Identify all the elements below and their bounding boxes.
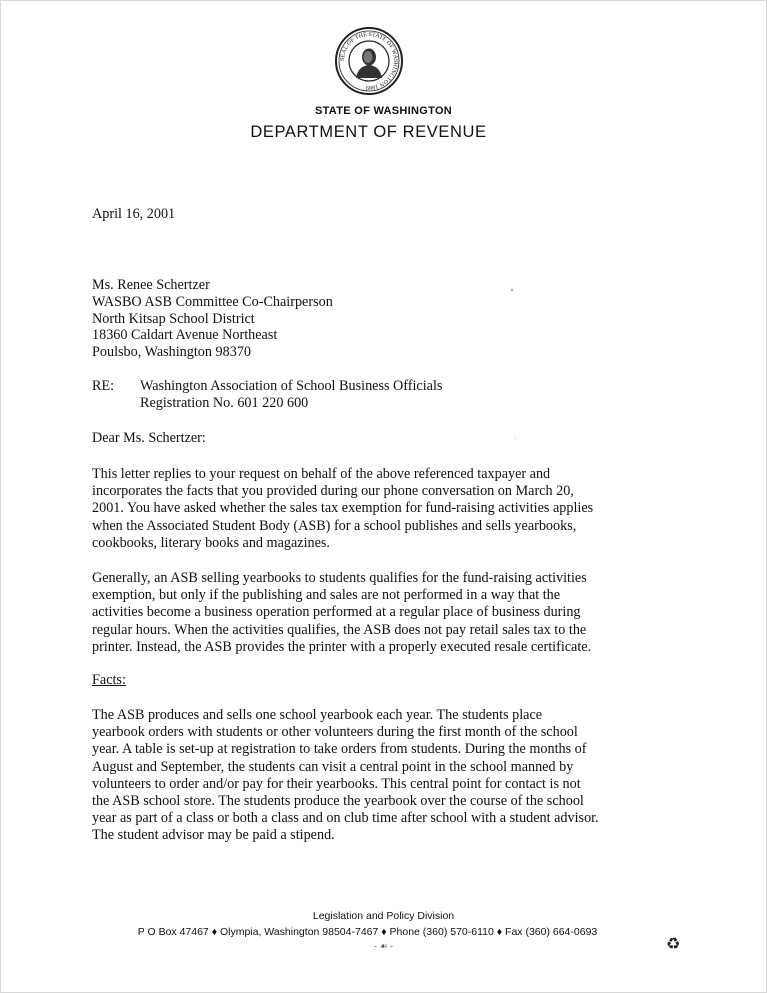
paragraph-line: the ASB school store. The students produce the yearbook over the course of the school [92, 793, 584, 810]
paragraph-line: The ASB produces and sells one school yearbook each year. The students place [92, 707, 543, 723]
recycle-icon: ♻ [666, 936, 681, 953]
paragraph-facts [92, 707, 599, 845]
paragraph-line: The student advisor may be paid a stipend. [92, 827, 335, 844]
department-heading: DEPARTMENT OF REVENUE [250, 123, 487, 141]
paragraph-intro [92, 466, 593, 552]
salutation: Dear Ms. Schertzer: [92, 430, 206, 446]
paragraph-line: This letter replies to your request on behalf of the above referenced taxpayer and [92, 466, 551, 482]
paragraph-general [92, 570, 591, 656]
paragraph-line: incorporates the facts that you provided during our phone conversation on March 20, [92, 483, 574, 500]
seal-text: SEAL OF THE STATE OF WASHINGTON 1889 [339, 31, 399, 91]
paragraph-line: August and September, the students can visit a central point in the school manned by [92, 758, 574, 775]
scan-speck [511, 289, 513, 291]
paragraph-line: when the Associated Student Body (ASB) for a school publishes and sells yearbooks, [92, 517, 577, 534]
re-line: Registration No. 601 220 600 [140, 395, 309, 411]
paragraph-line: Generally, an ASB selling yearbooks to students qualifies for the fund-raising activities [92, 570, 587, 586]
state-seal-icon [334, 26, 404, 96]
address-line: WASBO ASB Committee Co-Chairperson [92, 293, 333, 310]
paragraph-line: printer. Instead, the ASB provides the printer with a properly executed resale certificate. [92, 638, 592, 655]
footer-division: Legislation and Policy Division [312, 910, 455, 922]
letter-date: April 16, 2001 [92, 206, 176, 222]
address-line: 18360 Caldart Avenue Northeast [92, 327, 278, 344]
paragraph-line: exemption, but only if the publishing and sales are not performed in a way that the [92, 587, 561, 604]
paragraph-line: 2001. You have asked whether the sales tax exemption for fund-raising activities applies [92, 500, 594, 517]
paragraph-line: activities become a business operation performed at a regular place of business during [92, 604, 581, 621]
re-line: Washington Association of School Business Officials [140, 378, 443, 394]
paragraph-line: cookbooks, literary books and magazines. [92, 534, 330, 551]
recipient-address [92, 277, 333, 361]
facts-heading: Facts: [92, 672, 126, 688]
re-subject [140, 378, 442, 412]
paragraph-line: yearbook orders with students or other volunteers during the first month of the school [92, 724, 578, 741]
state-heading: STATE OF WASHINGTON [314, 105, 453, 117]
address-line: North Kitsap School District [92, 310, 255, 327]
footer-contact: P O Box 47467 ♦ Olympia, Washington 98504-7467 ♦ Phone (360) 570-6110 ♦ Fax (360) 664-0693 [137, 926, 598, 938]
paragraph-line: volunteers to order and/or pay for their yearbooks. This central point for contact is not [92, 775, 581, 792]
address-line: Ms. Renee Schertzer [92, 277, 210, 293]
re-label: RE: [92, 378, 115, 394]
address-line: Poulsbo, Washington 98370 [92, 344, 252, 361]
footer-mark: - ☙ - [373, 941, 394, 951]
scan-speck [515, 438, 516, 439]
paragraph-line: year. A table is set-up at registration to take orders from students. During the months of [92, 741, 587, 758]
paragraph-line: regular hours. When the activities qualifies, the ASB does not pay retail sales tax to the [92, 621, 587, 638]
paragraph-line: year as part of a class or both a class and on club time after school with a student advisor. [92, 810, 599, 827]
